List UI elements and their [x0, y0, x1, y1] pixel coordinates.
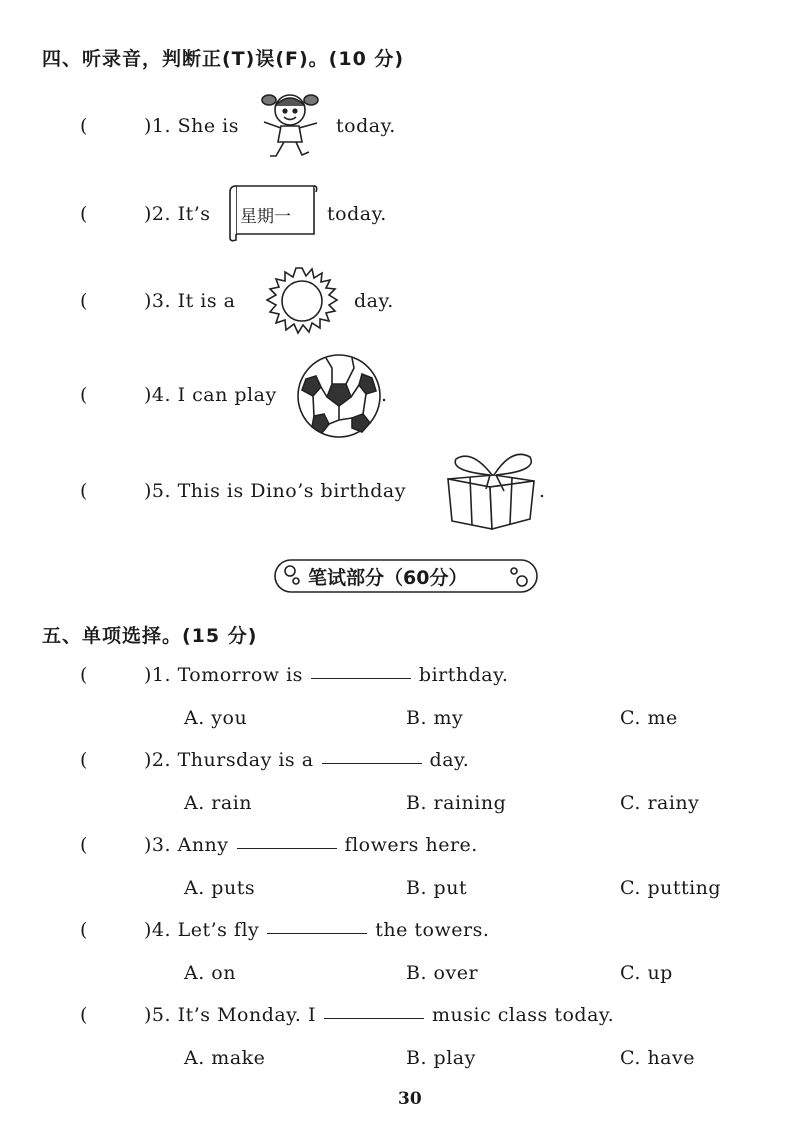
option-b[interactable]: B. raining: [406, 792, 507, 814]
option-c[interactable]: C. have: [620, 1047, 695, 1069]
answer-blank[interactable]: [324, 1017, 424, 1019]
option-b[interactable]: B. my: [406, 707, 464, 729]
question-text-after: flowers here.: [344, 834, 478, 856]
question-text-before: Anny: [177, 834, 229, 856]
question-s5-4: [144, 919, 489, 941]
answer-paren-open[interactable]: (: [80, 834, 88, 856]
answer-paren-open[interactable]: (: [80, 290, 88, 312]
option-c[interactable]: C. up: [620, 962, 673, 984]
football-icon: [296, 354, 382, 438]
option-a[interactable]: A. on: [184, 962, 236, 984]
option-b[interactable]: B. put: [406, 877, 468, 899]
question-text-before: This is Dino’s birthday: [177, 480, 406, 502]
question-number: )5.: [144, 1004, 172, 1026]
question-text-before: It’s: [177, 203, 211, 225]
question-text-after: today.: [327, 203, 387, 225]
question-s4-3: [144, 290, 235, 312]
question-number: )5.: [144, 480, 172, 502]
question-text-after: day.: [429, 749, 470, 771]
answer-blank[interactable]: [311, 677, 411, 679]
question-text-before: She is: [177, 115, 239, 137]
question-text-after: .: [539, 480, 546, 502]
question-text-before: It’s Monday. I: [177, 1004, 316, 1026]
question-text-after: .: [381, 384, 388, 406]
question-text-before: I can play: [177, 384, 277, 406]
question-s4-2: [144, 203, 211, 225]
option-b[interactable]: B. play: [406, 1047, 476, 1069]
question-number: )4.: [144, 919, 172, 941]
question-number: )4.: [144, 384, 172, 406]
question-text-after: today.: [336, 115, 396, 137]
question-text-after: the towers.: [375, 919, 490, 941]
answer-paren-open[interactable]: (: [80, 384, 88, 406]
happy-girl-icon: [254, 86, 326, 164]
sun-icon: [254, 262, 350, 342]
question-number: )1.: [144, 664, 172, 686]
question-text-after: birthday.: [418, 664, 509, 686]
gift-box-icon: [442, 449, 542, 531]
question-number: )3.: [144, 834, 172, 856]
question-text-after: day.: [354, 290, 394, 312]
question-s5-3: [144, 834, 478, 856]
option-c[interactable]: C. rainy: [620, 792, 700, 814]
question-s5-5: [144, 1004, 614, 1026]
option-a[interactable]: A. you: [184, 707, 248, 729]
question-number: )2.: [144, 203, 172, 225]
banner-text: 笔试部分（60分）: [308, 567, 468, 589]
question-s4-1: [144, 115, 239, 137]
answer-paren-open[interactable]: (: [80, 115, 88, 137]
answer-paren-open[interactable]: (: [80, 664, 88, 686]
answer-blank[interactable]: [267, 932, 367, 934]
answer-paren-open[interactable]: (: [80, 919, 88, 941]
question-text-after: music class today.: [431, 1004, 615, 1026]
question-text-before: It is a: [177, 290, 236, 312]
written-test-banner: [272, 557, 540, 595]
question-text-before: Tomorrow is: [177, 664, 303, 686]
question-number: )3.: [144, 290, 172, 312]
answer-paren-open[interactable]: (: [80, 1004, 88, 1026]
question-number: )2.: [144, 749, 172, 771]
answer-paren-open[interactable]: (: [80, 749, 88, 771]
answer-blank[interactable]: [322, 762, 422, 764]
answer-paren-open[interactable]: (: [80, 480, 88, 502]
option-c[interactable]: C. me: [620, 707, 678, 729]
question-text-before: Let’s fly: [177, 919, 260, 941]
question-number: )1.: [144, 115, 172, 137]
page-number: 30: [398, 1089, 422, 1109]
question-s5-2: [144, 749, 469, 771]
section-5-title: 五、单项选择。(15 分): [42, 625, 258, 647]
section-4-title: 四、听录音，判断正(T)误(F)。(10 分): [42, 48, 405, 70]
question-text-before: Thursday is a: [177, 749, 314, 771]
option-a[interactable]: A. make: [184, 1047, 266, 1069]
question-s4-5: [144, 480, 406, 502]
option-b[interactable]: B. over: [406, 962, 479, 984]
option-c[interactable]: C. putting: [620, 877, 722, 899]
sign-text: 星期一: [240, 207, 291, 227]
answer-paren-open[interactable]: (: [80, 203, 88, 225]
scroll-sign-icon: [228, 182, 318, 242]
answer-blank[interactable]: [237, 847, 337, 849]
question-s4-4: [144, 384, 277, 406]
option-a[interactable]: A. puts: [184, 877, 256, 899]
question-s5-1: [144, 664, 508, 686]
option-a[interactable]: A. rain: [184, 792, 253, 814]
